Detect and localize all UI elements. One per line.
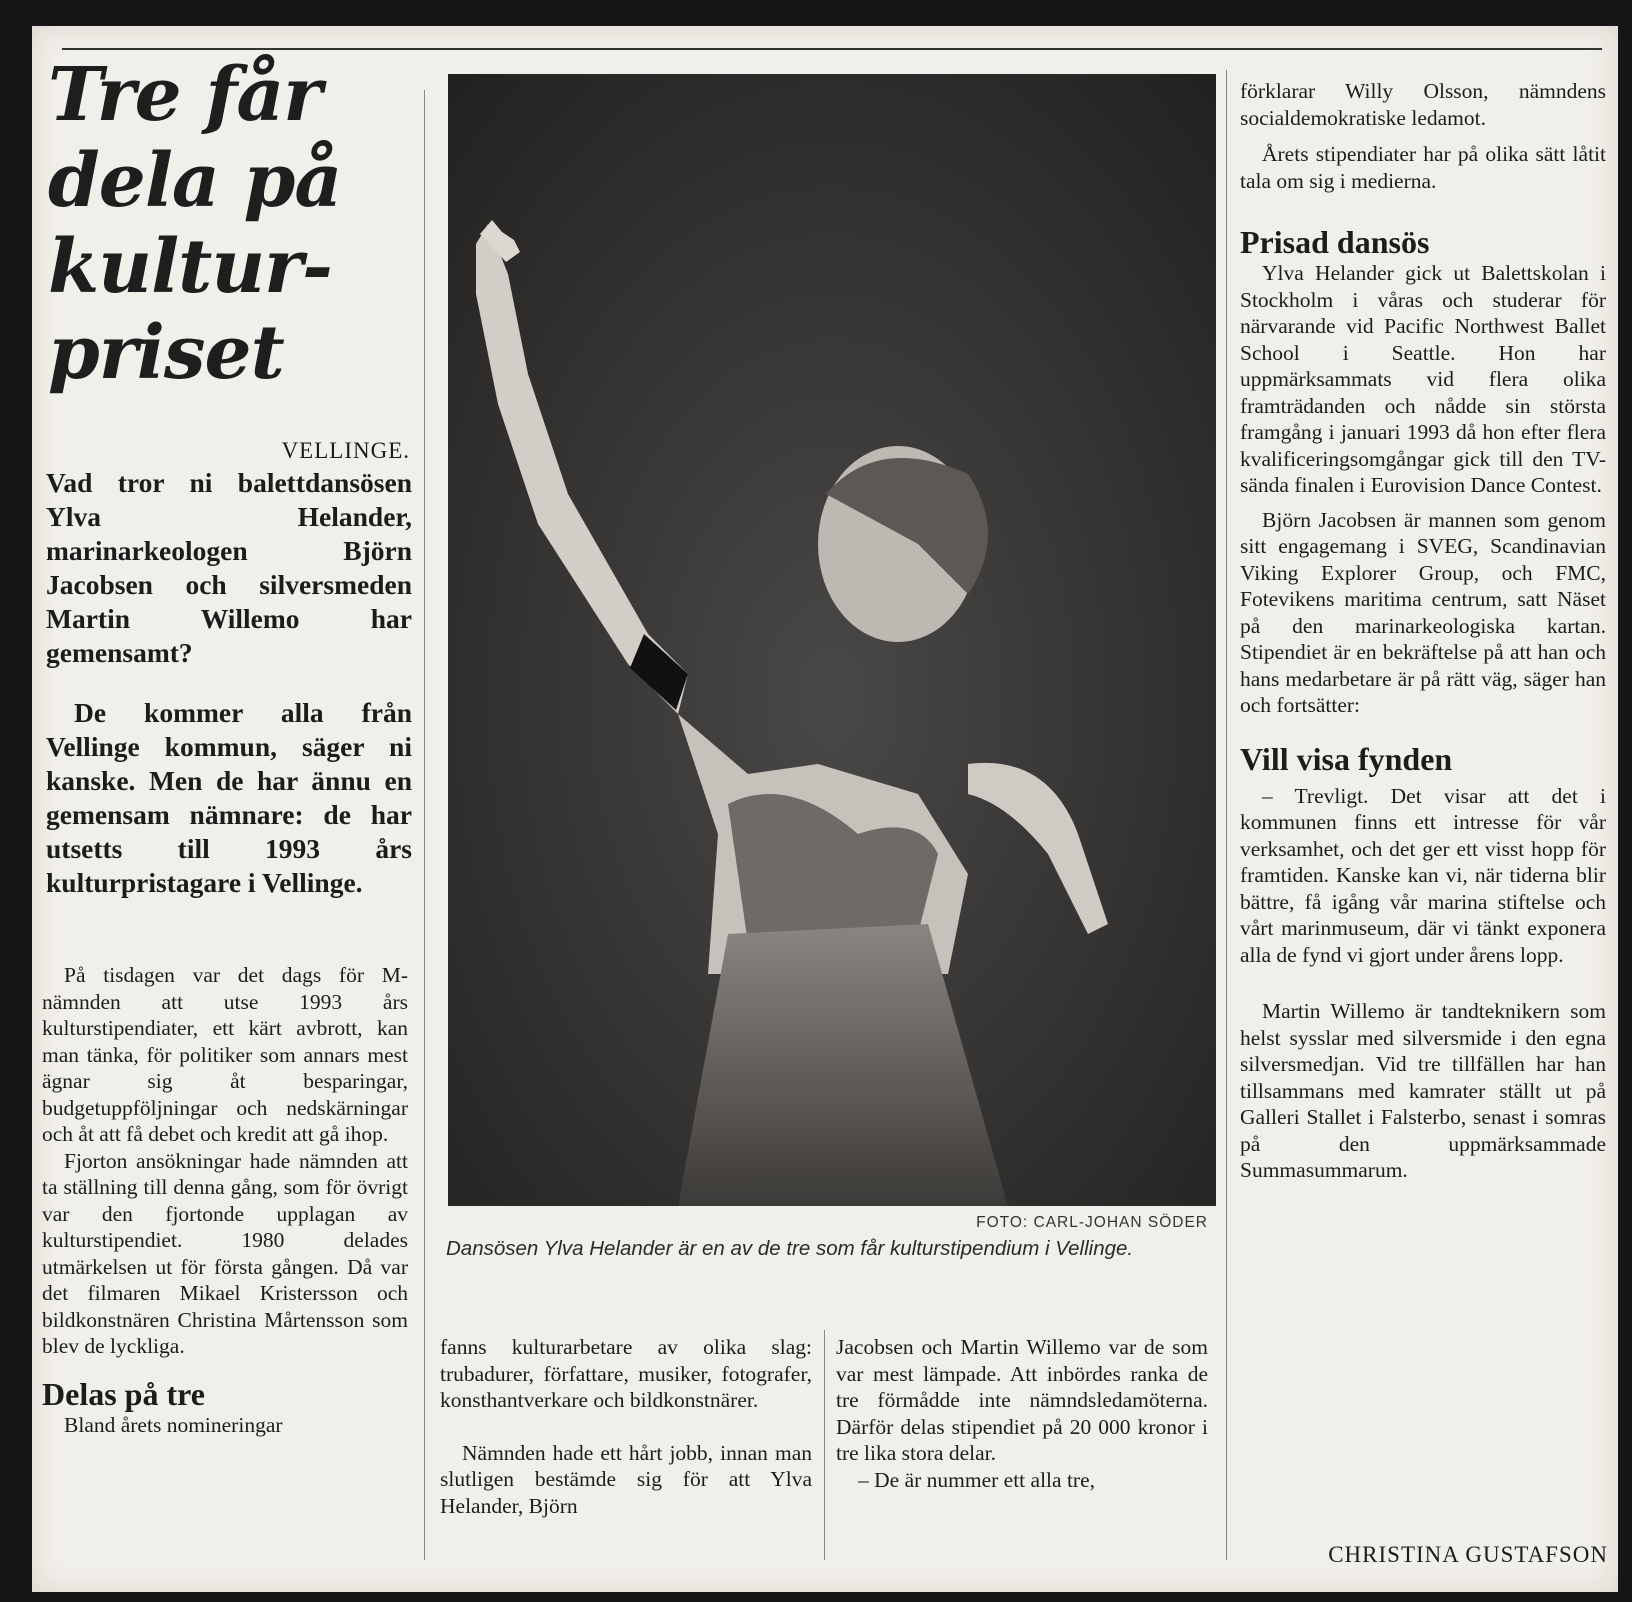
body-paragraph: Bland årets nomineringar: [64, 1412, 283, 1437]
dancer-illustration: [448, 74, 1216, 1206]
dancer-photo: [448, 74, 1216, 1206]
body-paragraph: Ylva Helander gick ut Balettskolan i Stockholm i våras och studerar för närvarande vid Pacific Northwest Ballet School i Seattle. Hon har uppmärksammats vid flera olika framträdanden och nådde sin största framgång i januari 1993 då hon efter flera kvalificeringsomgångar gick till den TV-sända finalen i Eurovision Dance Contest.: [1240, 261, 1606, 497]
column-divider: [424, 90, 425, 1560]
lead-paragraph-1: Vad tror ni balettdansösen Ylva Helander, marinarkeologen Björn Jacobsen och silversmeden Martin Willemo har gemensamt?: [46, 467, 412, 668]
body-paragraph: Martin Willemo är tandteknikern som helst sysslar med silversmide i den egna silversmedjan. Vid tre tillfällen har han tillsammans med kamrater ställt ut på Galleri Stallet i Falsterbo, senast i somras på den uppmärksammade Summasummarum.: [1240, 999, 1606, 1182]
column-4: [1240, 78, 1606, 1184]
headline-line: Tre får: [48, 52, 322, 138]
column-3: [836, 1334, 1208, 1493]
dateline: VELLINGE.: [281, 438, 410, 463]
body-paragraph: – De är nummer ett alla tre,: [858, 1467, 1095, 1492]
column-divider: [1226, 70, 1227, 1560]
body-paragraph: Årets stipendiater har på olika sätt låtit tala om sig i medierna.: [1240, 142, 1606, 193]
body-paragraph: förklarar Willy Olsson, nämndens socialdemokratiske ledamot.: [1240, 79, 1606, 130]
body-paragraph: fanns kulturarbetare av olika slag: trubadurer, författare, musiker, fotografer, konsthantverkare och bildkonstnärer.: [440, 1335, 812, 1412]
subheading: Vill visa fynden: [1240, 740, 1453, 777]
photo-caption: Dansösen Ylva Helander är en av de tre som får kulturstipendium i Vellinge.: [446, 1237, 1134, 1260]
subheading: Prisad dansös: [1240, 224, 1430, 260]
headline: [48, 52, 408, 396]
lead-paragraph-2: De kommer alla från Vellinge kommun, säger ni kanske. Men de har ännu en gemensam nämnare: de har utsetts till 1993 års kulturpristagare i Vellinge.: [46, 697, 412, 898]
top-rule: [62, 48, 1602, 50]
headline-line: kultur-: [48, 224, 332, 310]
byline: CHRISTINA GUSTAFSON: [1328, 1542, 1608, 1567]
headline-line: priset: [48, 310, 284, 396]
photo-credit: FOTO: CARL-JOHAN SÖDER: [976, 1214, 1208, 1231]
body-paragraph: Nämnden hade ett hårt jobb, innan man slutligen bestämde sig för att Ylva Helander, Björn: [440, 1440, 812, 1518]
column-1: [42, 962, 408, 1438]
headline-line: dela på: [48, 138, 342, 224]
column-divider: [824, 1330, 825, 1560]
subheading: Delas på tre: [42, 1375, 205, 1412]
column-2: [440, 1334, 812, 1519]
body-paragraph: På tisdagen var det dags för M-nämnden att utse 1993 års kulturstipendiater, ett kärt avbrott, kan man tänka, för politiker som annars mest ägnar sig åt besparingar, budgetuppföljningar och nedskärningar och åt att få debet och kredit att gå ihop.: [42, 963, 408, 1146]
body-paragraph: Jacobsen och Martin Willemo var de som var mest lämpade. Att inbördes ranka de tre förmådde inte nämndsledamöterna. Därför delas stipendiet på 20 000 kronor i tre lika stora delar.: [836, 1335, 1208, 1465]
body-paragraph: Fjorton ansökningar hade nämnden att ta ställning till denna gång, som för övrigt var den fjortonde upplagan av kulturstipendiet. 1980 delades utmärkelsen ut för första gången. Då var det filmaren Mikael Kristersson och bildkonstnären Christina Mårtensson som blev de lyckliga.: [42, 1148, 408, 1358]
body-paragraph: – Trevligt. Det visar att det i kommunen finns ett intresse för vår verksamhet, och det ger ett visst hopp för framtiden. Kanske kan vi, när tiderna blir bättre, få igång vår marina stiftelse och vårt marinmuseum, där vi tänkt exponera alla de fynd vi gjort under årens lopp.: [1240, 783, 1606, 967]
body-paragraph: Björn Jacobsen är mannen som genom sitt engagemang i SVEG, Scandinavian Viking Explorer Group, och FMC, Fotevikens maritima centrum, satt Näset på den marinarkeologiska kartan. Stipendiet är en bekräftelse på att han och hans medarbetare är på rätt väg, säger han och fortsätter:: [1240, 507, 1606, 717]
